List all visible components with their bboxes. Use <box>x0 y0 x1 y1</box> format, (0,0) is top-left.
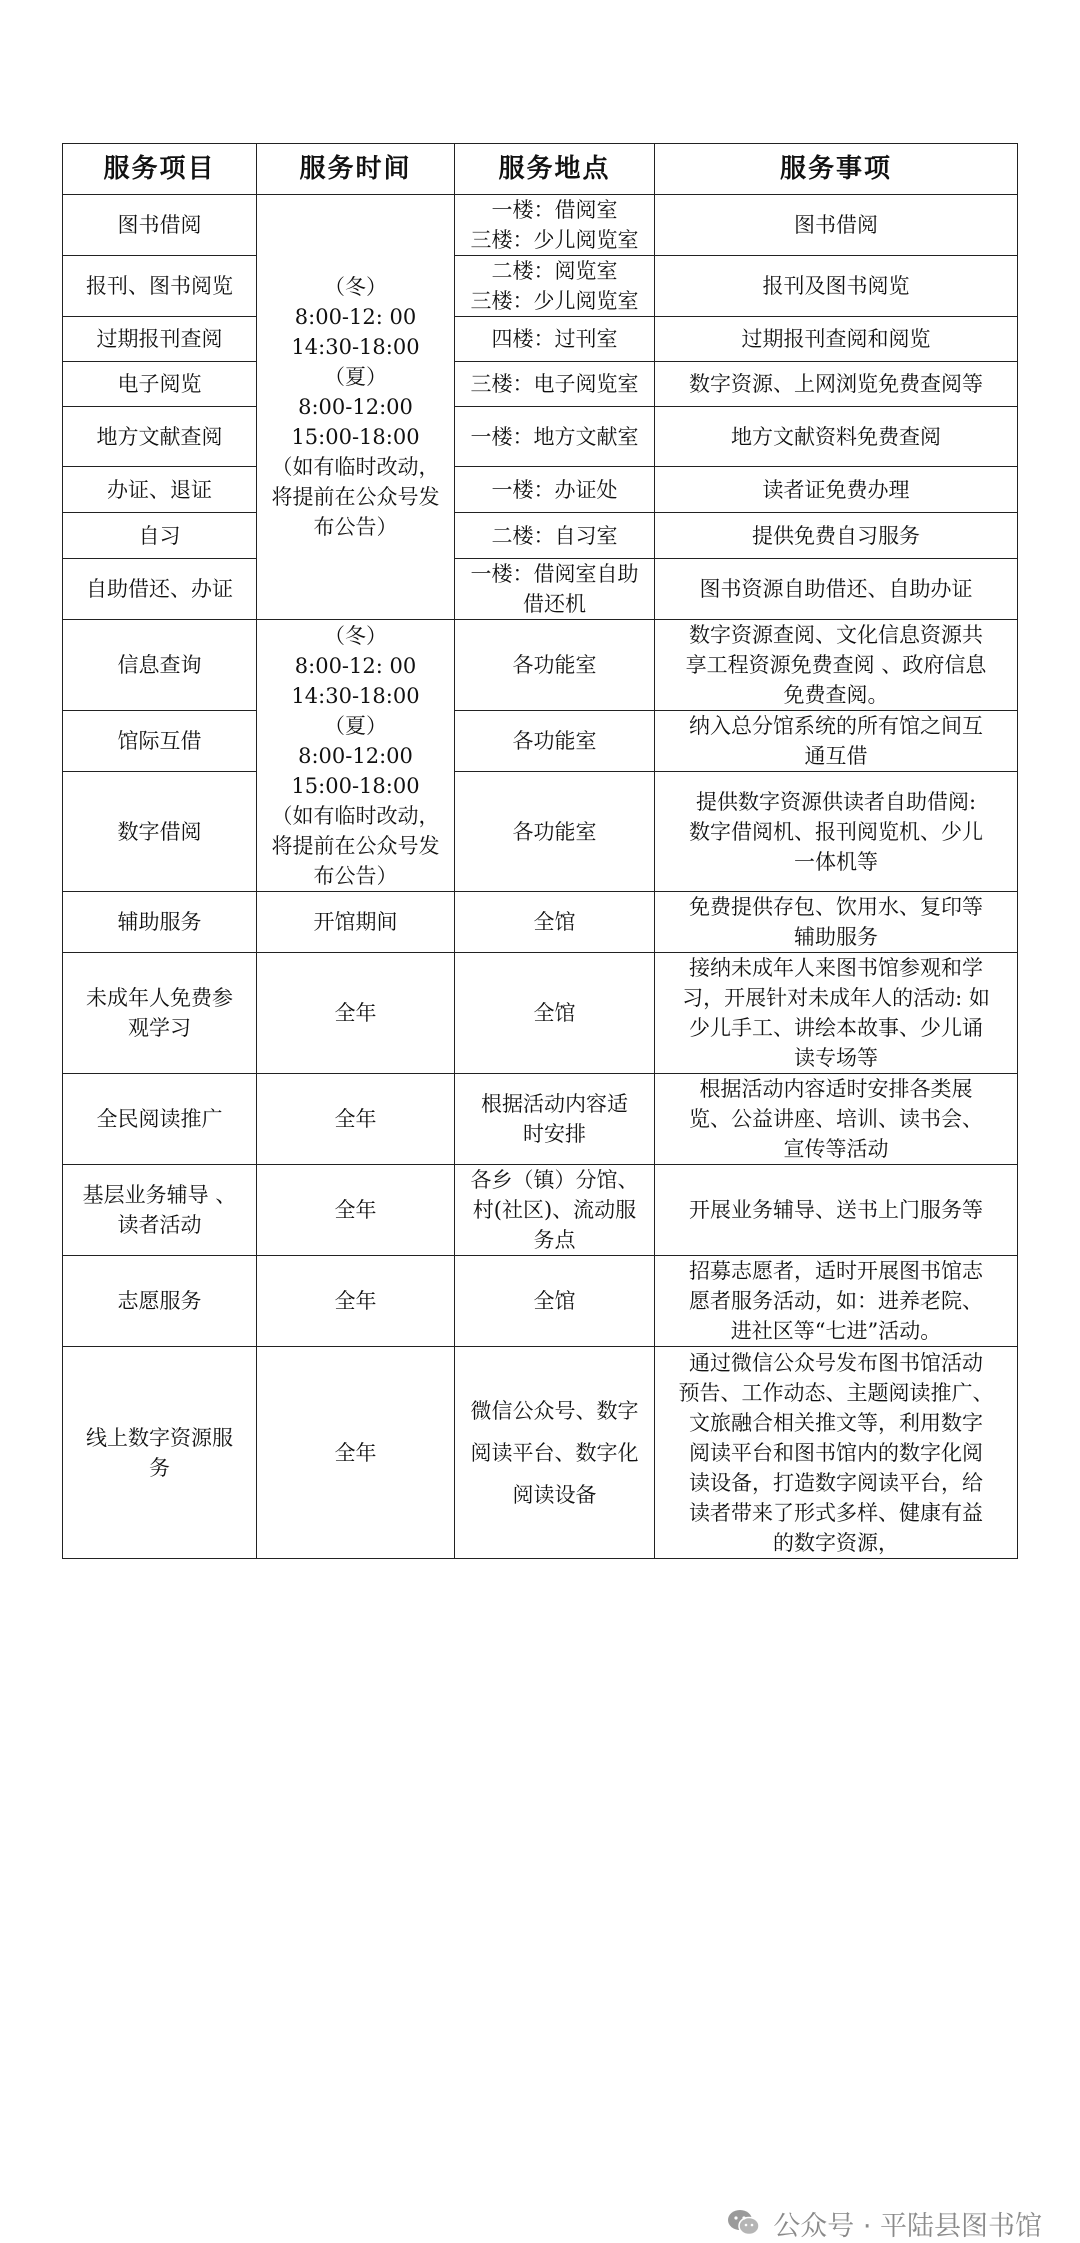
table-row <box>63 711 1018 772</box>
service-content-cell <box>655 620 1018 711</box>
service-item-cell <box>63 317 257 362</box>
service-place-cell-line: 微信公众号、数字 <box>470 1398 639 1423</box>
service-place-cell <box>455 711 655 772</box>
service-time-cell <box>257 195 455 620</box>
service-item-cell <box>63 1074 257 1165</box>
service-place-cell-line: 借还机 <box>523 592 586 616</box>
service-time-cell <box>257 1256 455 1347</box>
service-content-cell-line: 享工程资源免费查阅 、政府信息 <box>685 653 987 677</box>
service-time-cell-line: （如有临时改动， <box>271 803 440 828</box>
service-place-cell-line: 阅读设备 <box>512 1482 597 1507</box>
service-time-cell <box>257 1165 455 1256</box>
service-time-cell-line: 布公告） <box>313 863 398 888</box>
service-table <box>62 143 1018 1559</box>
service-time-cell <box>257 1074 455 1165</box>
service-place-cell <box>455 407 655 467</box>
service-place-cell <box>455 362 655 407</box>
service-item-cell-line: 报刊、图书阅览 <box>86 274 233 298</box>
service-item-cell-line: 务 <box>149 1455 170 1480</box>
service-content-cell-line: 少儿手工、讲绘本故事、少儿诵 <box>689 1016 983 1040</box>
service-time-cell <box>257 892 455 953</box>
service-time-cell-line: 全年 <box>334 1289 377 1313</box>
service-place-cell <box>455 892 655 953</box>
service-content-cell-line: 预告、工作动态、主题阅读推广、 <box>678 1380 994 1405</box>
service-place-cell <box>455 256 655 317</box>
service-item-cell <box>63 711 257 772</box>
header-service-item: 服务项目 <box>63 144 257 195</box>
service-item-cell-line: 办证、退证 <box>107 477 212 502</box>
service-content-cell <box>655 195 1018 256</box>
service-time-cell <box>257 620 455 892</box>
service-content-cell-line: 图书借阅 <box>794 213 878 237</box>
service-time-cell-line: 8:00-12: 00 <box>294 653 417 678</box>
wechat-icon <box>727 2208 761 2238</box>
service-time-cell-line: 全年 <box>334 1001 377 1025</box>
service-place-cell-line: 时安排 <box>523 1122 586 1146</box>
service-content-cell-line: 接纳未成年人来图书馆参观和学 <box>689 956 983 980</box>
service-item-cell <box>63 620 257 711</box>
service-place-cell-line: 全馆 <box>533 1001 576 1025</box>
service-place-cell <box>455 513 655 559</box>
service-content-cell-line: 愿者服务活动，如：进养老院、 <box>689 1289 983 1313</box>
service-content-cell <box>655 892 1018 953</box>
service-content-cell <box>655 1165 1018 1256</box>
service-item-cell <box>63 559 257 620</box>
table-row <box>63 1256 1018 1347</box>
service-content-cell-line: 提供数字资源供读者自助借阅: <box>695 789 977 814</box>
service-item-cell-line: 未成年人免费参 <box>86 986 233 1010</box>
table-row <box>63 953 1018 1074</box>
service-item-cell <box>63 1347 257 1559</box>
service-content-cell <box>655 467 1018 513</box>
service-content-cell-line: 过期报刊查阅和阅览 <box>741 327 931 351</box>
service-content-cell-line: 纳入总分馆系统的所有馆之间互 <box>689 714 983 738</box>
service-item-cell <box>63 362 257 407</box>
table-header-row <box>63 144 1018 195</box>
service-content-cell-line: 根据活动内容适时安排各类展 <box>699 1077 973 1101</box>
service-content-cell-line: 图书资源自助借还、自助办证 <box>699 577 973 601</box>
table-row <box>63 892 1018 953</box>
service-item-cell <box>63 195 257 256</box>
service-place-cell-line: 各功能室 <box>512 729 597 753</box>
footer-text: 公众号 · 平陆县图书馆 <box>773 2210 1042 2242</box>
service-place-cell-line: 全馆 <box>533 1289 576 1313</box>
service-content-cell-line: 读专场等 <box>794 1046 878 1070</box>
service-content-cell-line: 一体机等 <box>794 849 878 874</box>
service-time-cell-line: 14:30-18:00 <box>291 335 420 359</box>
service-item-cell-line: 基层业务辅导 、 <box>82 1183 237 1207</box>
service-time-cell-line: （夏） <box>324 365 387 389</box>
service-time-cell-line: 8:00-12:00 <box>298 395 413 419</box>
service-time-cell-line: 全年 <box>334 1440 377 1465</box>
service-item-cell-line: 过期报刊查阅 <box>96 327 223 351</box>
service-content-cell-line: 提供免费自习服务 <box>752 523 920 548</box>
service-content-cell-line: 读者带来了形式多样、健康有益 <box>689 1500 983 1525</box>
service-content-cell <box>655 407 1018 467</box>
service-content-cell-line: 数字资源、上网浏览免费查阅等 <box>689 372 983 396</box>
service-content-cell-line: 开展业务辅导、送书上门服务等 <box>689 1198 983 1222</box>
table-row <box>63 620 1018 711</box>
service-item-cell-line: 辅助服务 <box>117 910 202 934</box>
service-content-cell <box>655 1074 1018 1165</box>
service-item-cell <box>63 892 257 953</box>
service-content-cell <box>655 256 1018 317</box>
service-content-cell-line: 免费提供存包、饮用水、复印等 <box>689 895 983 919</box>
service-content-cell <box>655 513 1018 559</box>
service-item-cell-line: 信息查询 <box>117 653 202 677</box>
table-row <box>63 1074 1018 1165</box>
service-place-cell-line: 一楼：借阅室 <box>491 198 618 222</box>
service-place-cell <box>455 467 655 513</box>
table-row <box>63 362 1018 407</box>
service-content-cell-line: 文旅融合相关推文等，利用数字 <box>689 1410 983 1435</box>
service-item-cell-line: 图书借阅 <box>117 213 202 237</box>
table-row <box>63 559 1018 620</box>
header-service-content: 服务事项 <box>655 144 1018 195</box>
table-row <box>63 407 1018 467</box>
service-place-cell-line: 一楼：办证处 <box>491 477 618 502</box>
service-time-cell-line: 将提前在公众号发 <box>271 485 440 509</box>
service-place-cell <box>455 772 655 892</box>
service-time-cell-line: （冬） <box>324 623 387 648</box>
service-time-cell-line: 开馆期间 <box>313 910 398 934</box>
service-time-cell-line: （如有临时改动， <box>271 455 440 479</box>
service-time-cell-line: 14:30-18:00 <box>291 683 420 708</box>
service-place-cell-line: 各功能室 <box>512 653 597 677</box>
service-item-cell <box>63 1165 257 1256</box>
service-time-cell-line: 将提前在公众号发 <box>271 833 440 858</box>
service-content-cell <box>655 1347 1018 1559</box>
service-item-cell-line: 读者活动 <box>117 1213 202 1237</box>
table-row <box>63 317 1018 362</box>
table-row <box>63 772 1018 892</box>
service-time-cell-line: （冬） <box>324 275 387 299</box>
service-content-cell-line: 阅读平台和图书馆内的数字化阅 <box>689 1440 983 1465</box>
service-content-cell-line: 进社区等“七进”活动。 <box>730 1319 942 1343</box>
service-content-cell-line: 数字借阅机、报刊阅览机、少儿 <box>689 819 983 844</box>
service-item-cell-line: 数字借阅 <box>117 819 202 844</box>
table-row <box>63 467 1018 513</box>
service-place-cell-line: 各乡（镇）分馆、 <box>470 1168 639 1192</box>
service-place-cell <box>455 1074 655 1165</box>
service-item-cell <box>63 256 257 317</box>
service-place-cell-line: 根据活动内容适 <box>481 1092 628 1116</box>
service-content-cell-line: 辅助服务 <box>794 925 878 949</box>
service-content-cell-line: 宣传等活动 <box>783 1137 889 1161</box>
service-place-cell <box>455 559 655 620</box>
service-item-cell <box>63 772 257 892</box>
service-time-cell-line: 8:00-12: 00 <box>294 305 417 329</box>
header-service-place: 服务地点 <box>455 144 655 195</box>
service-place-cell-line: 务点 <box>533 1228 576 1252</box>
service-content-cell-line: 读设备，打造数字阅读平台，给 <box>689 1470 983 1495</box>
service-place-cell-line: 三楼：少儿阅览室 <box>470 289 639 313</box>
service-item-cell <box>63 467 257 513</box>
table-row <box>63 195 1018 256</box>
service-item-cell-line: 自习 <box>138 523 181 548</box>
service-place-cell <box>455 620 655 711</box>
service-content-cell-line: 通过微信公众号发布图书馆活动 <box>689 1350 983 1375</box>
service-place-cell-line: 四楼：过刊室 <box>491 327 618 351</box>
service-place-cell <box>455 195 655 256</box>
service-item-cell <box>63 953 257 1074</box>
service-content-cell-line: 览、公益讲座、培训、读书会、 <box>689 1107 983 1131</box>
service-place-cell <box>455 1256 655 1347</box>
service-place-cell-line: 一楼：地方文献室 <box>470 424 639 449</box>
service-place-cell <box>455 1347 655 1559</box>
service-place-cell-line: 三楼：电子阅览室 <box>470 372 639 396</box>
service-content-cell-line: 地方文献资料免费查阅 <box>731 424 941 449</box>
service-place-cell <box>455 317 655 362</box>
service-content-cell-line: 读者证免费办理 <box>762 477 910 502</box>
service-time-cell-line: 全年 <box>334 1107 377 1131</box>
service-content-cell-line: 习，开展针对未成年人的活动: 如 <box>682 986 990 1010</box>
service-item-cell-line: 地方文献查阅 <box>96 424 223 449</box>
table-row <box>63 1165 1018 1256</box>
table-row <box>63 256 1018 317</box>
service-place-cell-line: 阅读平台、数字化 <box>470 1440 639 1465</box>
service-content-cell-line: 招募志愿者，适时开展图书馆志 <box>689 1259 983 1283</box>
service-time-cell-line: 15:00-18:00 <box>291 773 420 798</box>
service-time-cell-line: 全年 <box>334 1198 377 1222</box>
service-content-cell-line: 通互借 <box>804 744 868 768</box>
service-place-cell <box>455 953 655 1074</box>
table-row <box>63 1347 1018 1559</box>
service-content-cell <box>655 559 1018 620</box>
table-row <box>63 513 1018 559</box>
service-item-cell-line: 馆际互借 <box>117 729 202 753</box>
service-time-cell-line: 8:00-12:00 <box>298 743 413 768</box>
service-content-cell <box>655 1256 1018 1347</box>
service-content-cell-line: 的数字资源， <box>773 1530 899 1555</box>
service-place-cell <box>455 1165 655 1256</box>
footer-watermark <box>727 2203 1042 2243</box>
service-item-cell-line: 志愿服务 <box>117 1289 202 1313</box>
service-content-cell-line: 免费查阅。 <box>783 683 889 707</box>
service-item-cell-line: 观学习 <box>128 1016 191 1040</box>
header-service-time: 服务时间 <box>257 144 455 195</box>
service-content-cell-line: 数字资源查阅、文化信息资源共 <box>689 623 983 647</box>
service-time-cell-line: 15:00-18:00 <box>291 425 420 449</box>
service-content-cell-line: 报刊及图书阅览 <box>762 274 910 298</box>
service-item-cell-line: 线上数字资源服 <box>86 1425 233 1450</box>
service-time-cell-line: 布公告） <box>313 515 398 539</box>
service-content-cell <box>655 953 1018 1074</box>
service-place-cell-line: 村(社区)、流动服 <box>472 1198 637 1222</box>
service-time-cell <box>257 953 455 1074</box>
service-content-cell <box>655 317 1018 362</box>
service-time-cell-line: （夏） <box>324 713 387 738</box>
service-place-cell-line: 二楼：自习室 <box>491 523 618 548</box>
service-place-cell-line: 各功能室 <box>512 819 597 844</box>
table-body <box>63 195 1018 1559</box>
service-content-cell <box>655 711 1018 772</box>
service-item-cell-line: 自助借还、办证 <box>86 577 233 601</box>
service-item-cell-line: 电子阅览 <box>117 372 202 396</box>
service-content-cell <box>655 362 1018 407</box>
service-time-cell <box>257 1347 455 1559</box>
service-item-cell <box>63 513 257 559</box>
service-place-cell-line: 二楼：阅览室 <box>491 259 618 283</box>
service-item-cell <box>63 407 257 467</box>
service-place-cell-line: 全馆 <box>533 910 576 934</box>
service-place-cell-line: 一楼：借阅室自助 <box>470 562 639 586</box>
service-place-cell-line: 三楼：少儿阅览室 <box>470 228 639 252</box>
service-item-cell <box>63 1256 257 1347</box>
service-item-cell-line: 全民阅读推广 <box>96 1107 223 1131</box>
service-content-cell <box>655 772 1018 892</box>
